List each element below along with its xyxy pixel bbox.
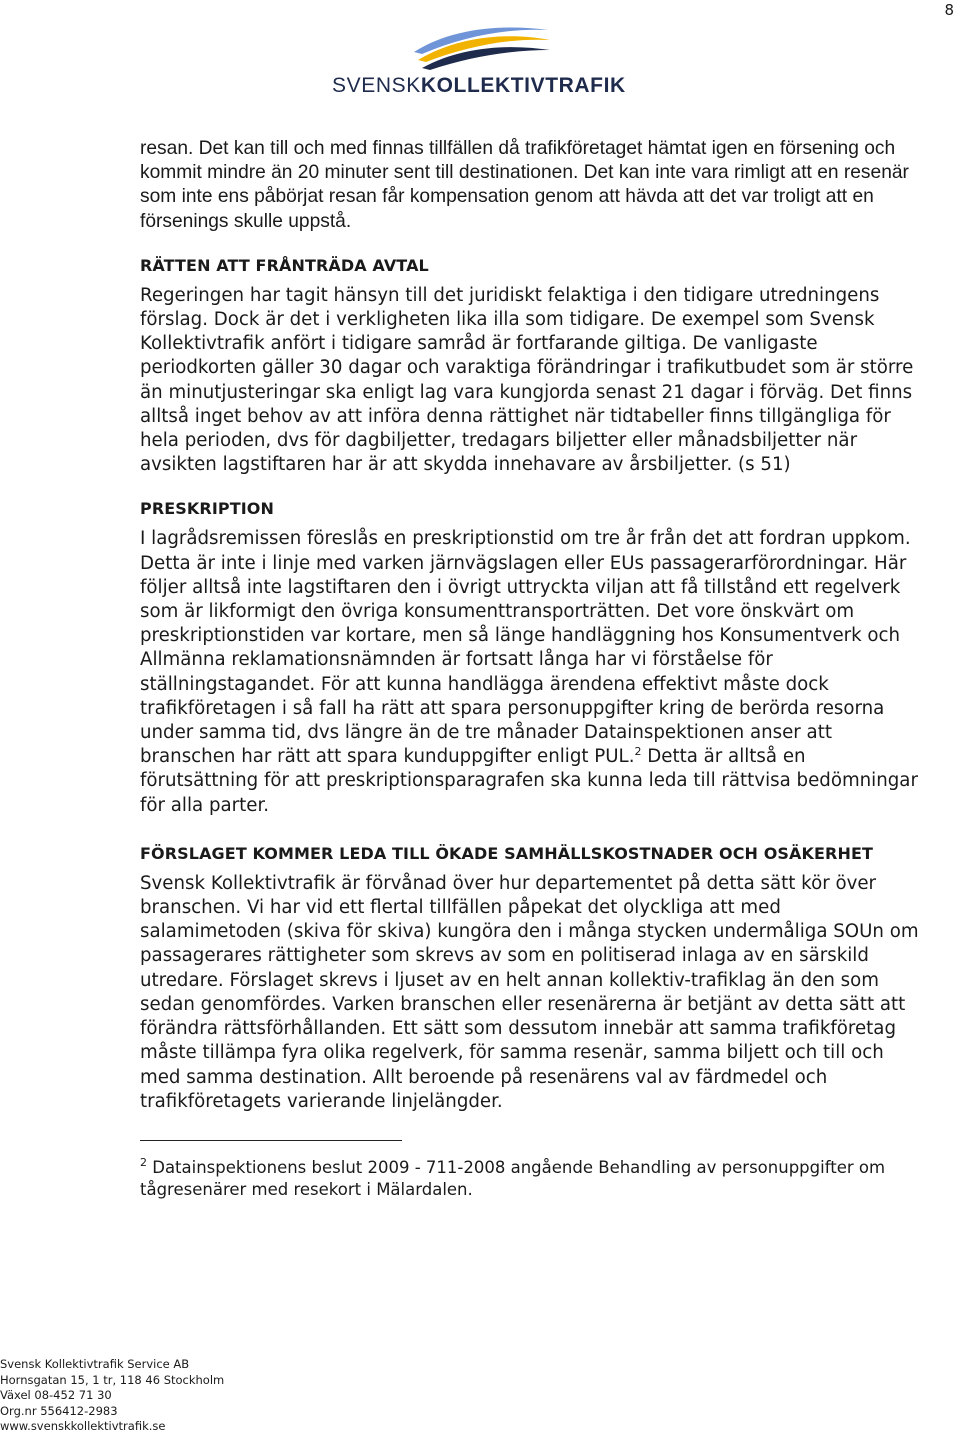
footer-website: www.svenskkollektivtrafik.se <box>0 1419 166 1433</box>
logo-wordmark-kollektivtrafik: KOLLEKTIVTRAFIK <box>420 74 626 97</box>
document-body <box>140 137 920 1201</box>
section-heading-societal-costs: FÖRSLAGET KOMMER LEDA TILL ÖKADE SAMHÄLLSKOSTNADER OCH OSÄKERHET <box>140 843 874 863</box>
section-body-prescription <box>140 527 920 817</box>
footer-phone: Växel 08-452 71 30 <box>0 1388 112 1402</box>
section-heading-withdraw-contract: RÄTTEN ATT FRÅNTRÄDA AVTAL <box>140 255 429 275</box>
footnote-number: 2 <box>140 1155 147 1169</box>
prescription-text-part2: Detta är alltså en förutsättning för att preskriptionsparagrafen ska kunna leda till rättvisa bedömningar för alla parter. <box>140 746 918 816</box>
section-body-societal-costs: Svensk Kollektivtrafik är förvånad över hur departementet på detta sätt kör över branschen. Vi har vid ett flertal tillfällen påpekat det olyckliga att med salamimetoden (skiva för skiva) kungöra den i många stycken undermåliga SOUn om passagerares rättigheter som skrevs av som en politiserad inlaga av en särskild utredare. Förslaget skrevs i ljuset av en helt annan kollektiv-trafiklag än den som sedan genomfördes. Varken branschen eller resenärerna är betjänt av detta sätt att förändra rättsförhållanden. Ett sätt som dessutom innebär att samma trafikföretag måste tillämpa fyra olika regelverk, för samma resenär, samma biljett och till och med samma destination. Allt beroende på resenärens val av färdmedel och trafikföretagets varierande linjelängder. <box>140 872 919 1112</box>
prescription-text-part1: I lagrådsremissen föreslås en preskriptionstid om tre år från det att fordran uppkom. Detta är inte i linje med varken järnvägslagen eller EUs passagerarförordningar. Här följer alltså inte lagstiftaren den i övrigt uttryckta viljan att få tillstånd ett regelverk som är likformigt den övriga konsumenttransporträtten. Det vore önskvärt om preskriptionstiden var kortare, men så länge handläggning hos Konsumentverk och Allmänna reklamationsnämnden är fortsatt långa har vi förståelse för ställningstagandet. För att kunna handlägga ärendena effektivt måste dock trafikföretagen i så fall ha rätt att spara personuppgifter kring de berörda resorna under samma tid, dvs längre än de tre månader Datainspektionen anser att branschen har rätt att spara kunduppgifter enligt PUL. <box>140 528 911 768</box>
section-body-withdraw-contract: Regeringen har tagit hänsyn till det juridiskt felaktiga i den tidigare utredningens förslag. Dock är det i verkligheten lika illa som tidigare. De exempel som Svensk Kollektivtrafik anfört i tidigare samråd är fortfarande giltiga. De vanligaste periodkorten gäller 30 dagar och varaktiga förändringar i trafikutbudet som är större än minutjusteringar ska enligt lag vara kungjorda senast 21 dagar i förväg. Det finns alltså inget behov av att införa denna rättighet när tidtabeller finns tillgängliga för hela perioden, dvs för dagbiljetter, tredagars biljetter eller månadsbiljetter när avsikten lagstiftaren har är att skydda innehavare av årsbiljetter. (s 51) <box>140 284 914 476</box>
footer-company: Svensk Kollektivtrafik Service AB <box>0 1357 190 1371</box>
footer-address: Hornsgatan 15, 1 tr, 118 46 Stockholm <box>0 1372 225 1387</box>
section-heading-prescription: PRESKRIPTION <box>140 499 274 519</box>
logo-wordmark-svensk: SVENSK <box>332 74 421 97</box>
footnote-reference: 2 <box>634 745 642 759</box>
page-number: 8 <box>944 1 954 19</box>
page-footer <box>0 1357 224 1435</box>
svensk-kollektivtrafik-logo <box>330 22 630 98</box>
logo-wordmark <box>332 74 626 98</box>
footnote-text: Datainspektionens beslut 2009 - 711-2008 angående Behandling av personuppgifter om tågresenärer med resekort i Mälardalen. <box>140 1157 886 1199</box>
footer-org-number: Org.nr 556412-2983 <box>0 1403 118 1418</box>
logo-swoosh-icon <box>412 22 552 72</box>
footnote <box>140 1157 920 1201</box>
lead-paragraph: resan. Det kan till och med finnas tillfällen då trafikföretaget hämtat igen en försening och kommit mindre än 20 minuter sent till destinationen. Det kan inte vara rimligt att en resenär som inte ens påbörjat resan får kompensation genom att hävda att det var troligt att en försenings skulle uppstå. <box>140 138 909 232</box>
